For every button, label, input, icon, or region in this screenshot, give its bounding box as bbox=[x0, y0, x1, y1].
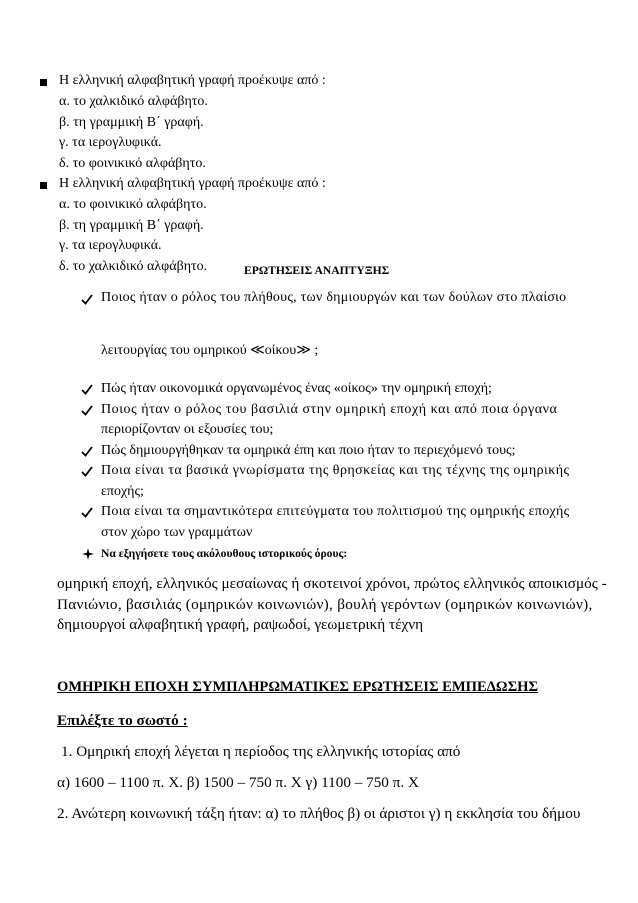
checkmark-icon bbox=[81, 507, 93, 518]
checkmark-icon bbox=[81, 466, 93, 477]
section2-q2: 2. Ανώτερη κοινωνική τάξη ήταν: α) το πλήθος β) οι άριστοι γ) η εκκλησία του δήμου bbox=[57, 805, 581, 822]
essay-q2: Πώς ήταν οικονομικά οργανωμένος ένας «οίκος» την ομηρική εποχή; bbox=[101, 381, 492, 396]
mc2-option-c: γ. τα ιερογλυφικά. bbox=[59, 238, 162, 253]
checkmark-icon bbox=[81, 294, 93, 305]
mc2-option-b: β. τη γραμμική Β΄ γραφή. bbox=[59, 218, 204, 233]
terms-line2: Πανιώνιο, βασιλιάς (ομηρικών κοινωνιών), βουλή γερόντων (ομηρικών κοινωνιών), bbox=[57, 596, 593, 613]
essay-q3-line2: περιορίζονταν οι εξουσίες του; bbox=[101, 422, 274, 437]
mc1-option-c: γ. τα ιερογλυφικά. bbox=[59, 135, 162, 150]
mc1-option-b: β. τη γραμμική Β΄ γραφή. bbox=[59, 115, 204, 130]
checkmark-icon bbox=[81, 384, 93, 395]
mc1-option-a: α. το χαλκιδικό αλφάβητο. bbox=[59, 94, 208, 109]
checkmark-icon bbox=[81, 446, 93, 457]
mc2-question: Η ελληνική αλφαβητική γραφή προέκυψε από : bbox=[59, 176, 326, 191]
essay-q1-line1: Ποιος ήταν ο ρόλος του πλήθους, των δημιουργών και των δούλων στο πλαίσιο bbox=[101, 290, 567, 305]
essay-q1-line2: λειτουργίας του ομηρικού ≪οίκου≫ ; bbox=[101, 343, 319, 358]
section2-q1: 1. Ομηρική εποχή λέγεται η περίοδος της ελληνικής ιστορίας από bbox=[61, 743, 461, 760]
essay-q3-line1: Ποιος ήταν ο ρόλος του βασιλιά στην ομηρική εποχή και από ποια όργανα bbox=[101, 402, 558, 417]
diamond-bullet-icon bbox=[82, 548, 94, 560]
essay-q5-line1: Ποια είναι τα βασικά γνωρίσματα της θρησκείας και της τέχνης της ομηρικής bbox=[101, 463, 570, 478]
essay-q5-line2: εποχής; bbox=[101, 484, 144, 499]
mc1-option-d: δ. το φοινικικό αλφάβητο. bbox=[59, 156, 206, 171]
mc2-option-d: δ. το χαλκιδικό αλφάβητο. bbox=[59, 259, 208, 274]
mc2-option-a: α. το φοινικικό αλφάβητο. bbox=[59, 197, 207, 212]
section2-q1-answers: α) 1600 – 1100 π. Χ. β) 1500 – 750 π. Χ γ) 1100 – 750 π. Χ bbox=[57, 774, 419, 791]
terms-heading: Να εξηγήσετε τους ακόλουθους ιστορικούς όρους: bbox=[101, 547, 348, 560]
section2-choose-label: Επιλέξτε το σωστό : bbox=[57, 712, 188, 729]
essay-q4: Πώς δημιουργήθηκαν τα ομηρικά έπη και ποιο ήταν το περιεχόμενό τους; bbox=[101, 443, 516, 458]
essay-heading: ΕΡΩΤΗΣΕΙΣ ΑΝΑΠΤΥΞΗΣ bbox=[244, 264, 390, 277]
bullet-square-icon bbox=[40, 79, 47, 86]
terms-line3: δημιουργοί αλφαβητική γραφή, ραψωδοί, γεωμετρική τέχνη bbox=[57, 616, 424, 633]
mc1-question: Η ελληνική αλφαβητική γραφή προέκυψε από : bbox=[59, 73, 326, 88]
essay-q6-line2: στον χώρο των γραμμάτων bbox=[101, 525, 253, 540]
essay-q6-line1: Ποια είναι τα σημαντικότερα επιτεύγματα του πολιτισμού της ομηρικής εποχής bbox=[101, 504, 570, 519]
section2-title: ΟΜΗΡΙΚΗ ΕΠΟΧΗ ΣΥΜΠΛΗΡΩΜΑΤΙΚΕΣ ΕΡΩΤΗΣΕΙΣ ΕΜΠΕΔΩΣΗΣ bbox=[57, 679, 539, 695]
bullet-square-icon bbox=[40, 182, 47, 189]
terms-line1: ομηρική εποχή, ελληνικός μεσαίωνας ή σκοτεινοί χρόνοι, πρώτος ελληνικός αποικισμός - bbox=[57, 575, 607, 592]
checkmark-icon bbox=[81, 405, 93, 416]
